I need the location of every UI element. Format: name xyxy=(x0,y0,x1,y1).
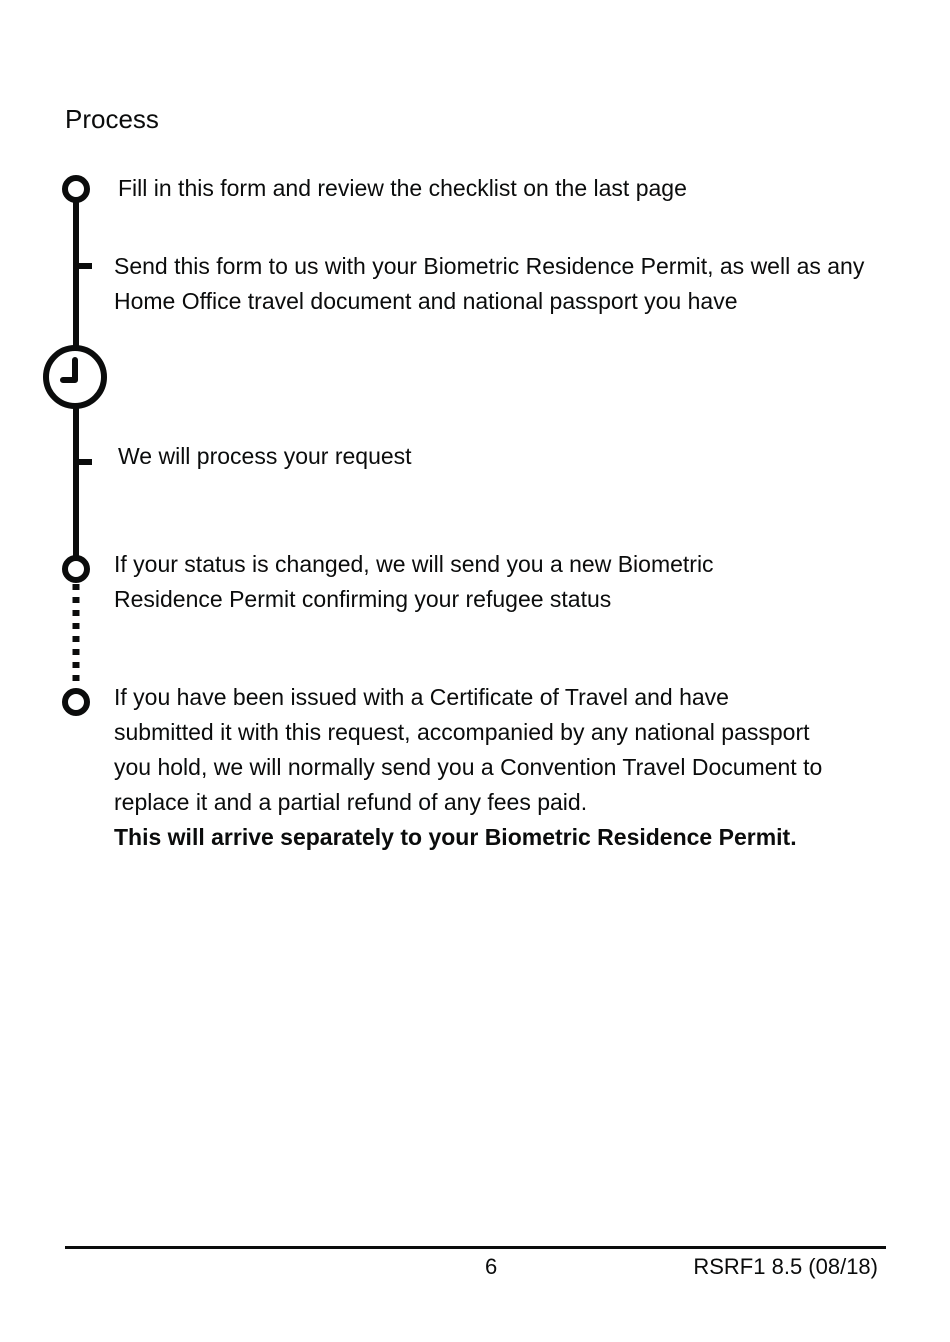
process-timeline xyxy=(0,0,140,740)
page-number: 6 xyxy=(485,1254,498,1279)
timeline-node xyxy=(65,691,87,713)
step-text: If you have been issued with a Certificate of Travel and have submitted it with this request, accompanied by any national passport you hold, we will normally send you a Convention Travel Document to replace it and a partial refund of any fees paid. xyxy=(114,684,823,815)
step-text: If your status is changed, we will send you a new Biometric Residence Permit confirming your refugee status xyxy=(114,551,714,612)
form-reference: RSRF1 8.5 (08/18) xyxy=(693,1254,878,1279)
step-text: Fill in this form and review the checklist on the last page xyxy=(118,175,687,201)
clock-icon xyxy=(46,348,104,406)
step-text: Send this form to us with your Biometric Residence Permit, as well as any Home Office travel document and national passport you have xyxy=(114,253,865,314)
step-status-changed xyxy=(114,547,764,617)
footer-divider xyxy=(65,1246,886,1249)
step-certificate-of-travel xyxy=(114,680,834,855)
step-text: We will process your request xyxy=(118,443,412,469)
timeline-node xyxy=(65,558,87,580)
timeline-node xyxy=(65,178,87,200)
step-send-form xyxy=(114,249,884,319)
section-heading: Process xyxy=(65,104,159,134)
step-process-request xyxy=(118,439,412,474)
step-important-note: This will arrive separately to your Biometric Residence Permit. xyxy=(114,824,797,850)
step-fill-form xyxy=(118,171,687,206)
